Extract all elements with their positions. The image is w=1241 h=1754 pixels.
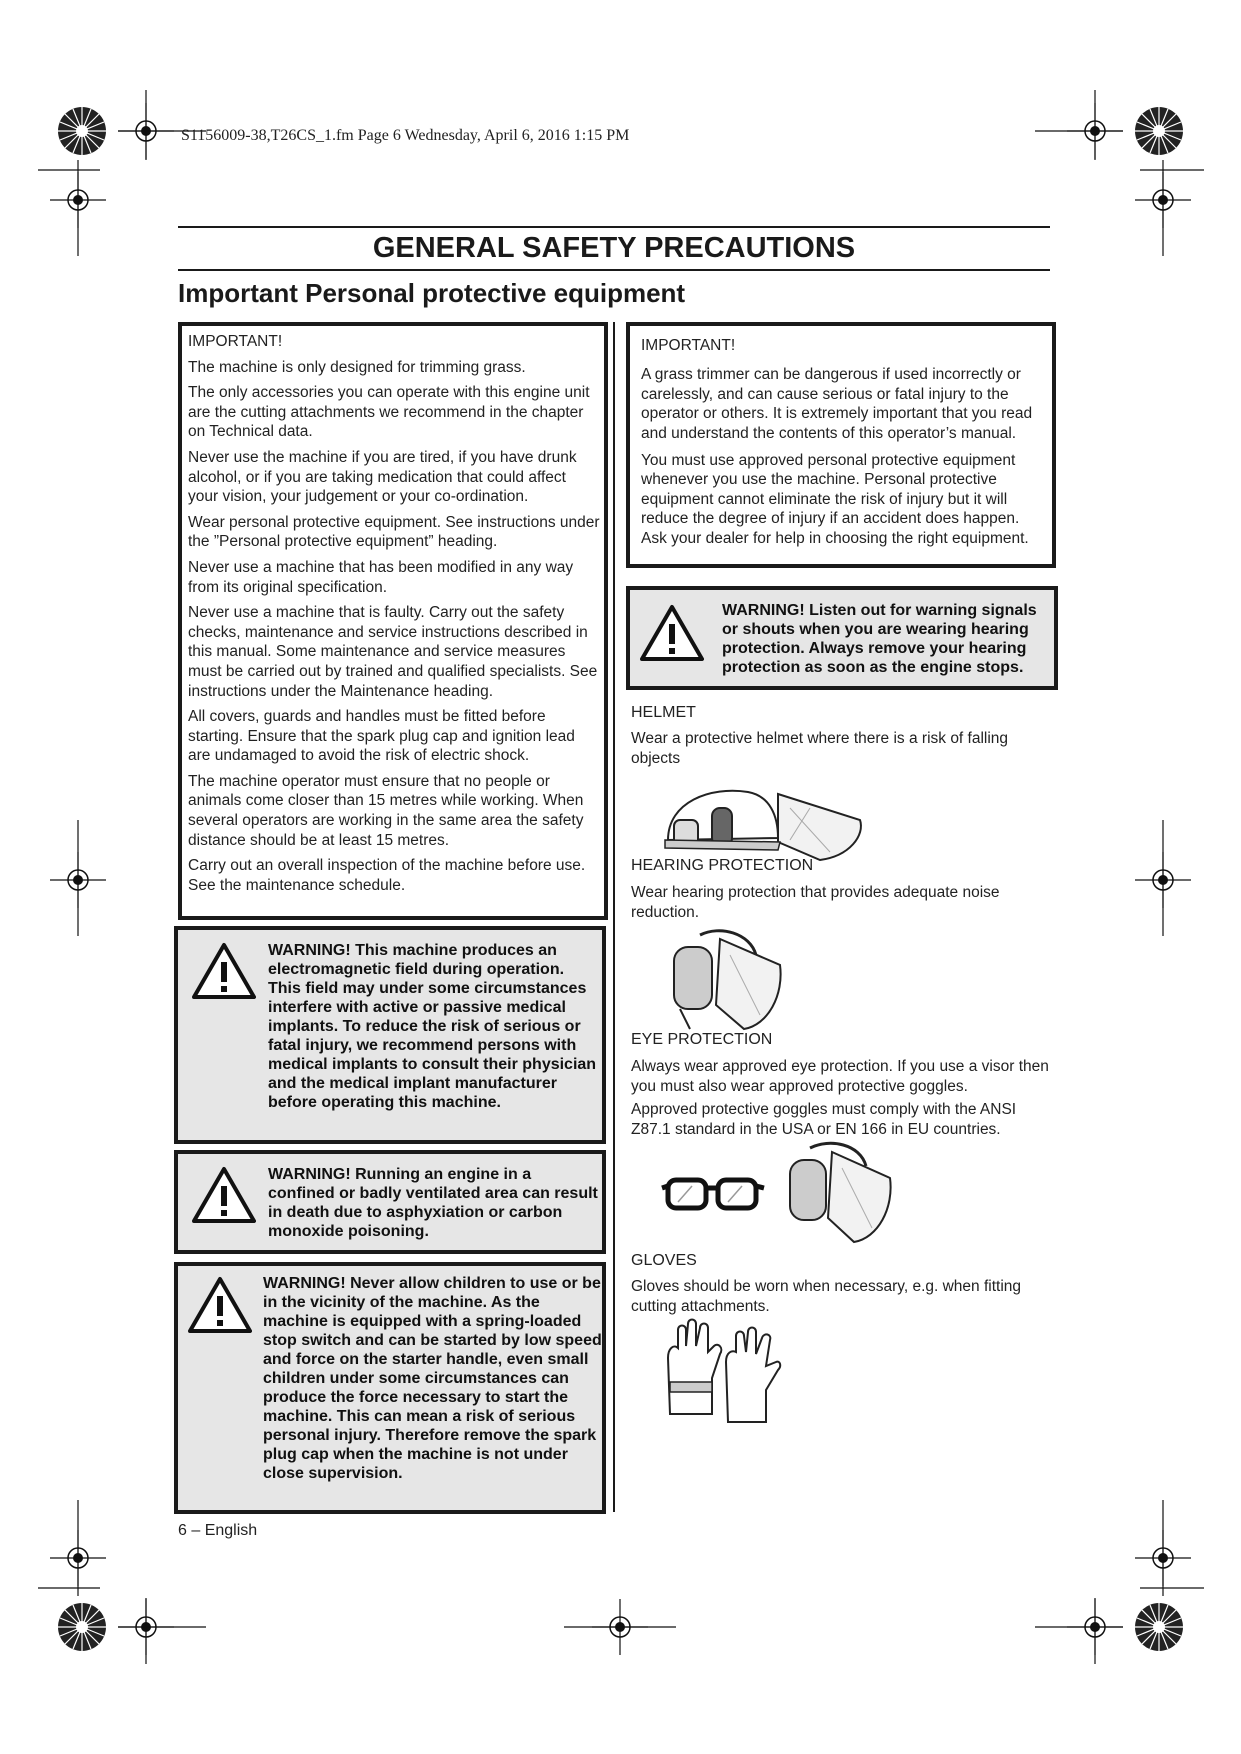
left-important-box <box>178 322 608 920</box>
important-paragraph: Wear personal protective equipment. See instructions under the ”Personal protective equipment” heading. <box>188 513 600 551</box>
ear-muffs-illustration-icon <box>660 925 790 1035</box>
eye-protection-paragraph: Always wear approved eye protection. If you use a visor then you must also wear approved protective goggles. <box>631 1058 1049 1095</box>
visor-illustration-icon <box>780 1138 900 1248</box>
important-paragraph: The machine operator must ensure that no people or animals come closer than 15 metres while working. When several operators are working in the same area the safety distance should be at least 15 metres. <box>188 772 584 849</box>
file-info-header: S1156009-38,T26CS_1.fm Page 6 Wednesday, April 6, 2016 1:15 PM <box>181 127 630 144</box>
important-heading: IMPORTANT! <box>641 337 736 354</box>
hearing-protection-text: Wear hearing protection that provides adequate noise reduction. <box>631 884 1000 921</box>
important-paragraph: All covers, guards and handles must be fitted before starting. Ensure that the spark plug cap and ignition lead are undamaged to avoid the risk of electric shock. <box>188 708 575 765</box>
helmet-text: Wear a protective helmet where there is a risk of falling objects <box>631 730 1009 767</box>
warning-triangle-icon <box>192 942 256 1000</box>
warning-triangle-icon <box>192 1166 256 1224</box>
warning-triangle-icon <box>188 1276 252 1334</box>
title-bottom-rule <box>178 269 1050 271</box>
page-title: GENERAL SAFETY PRECAUTIONS <box>372 232 856 264</box>
warning-text: WARNING! This machine produces an electromagnetic field during operation. This field may under some circumstances interfere with active or passive medical implants. To reduce the risk of serious or fatal injury, we recommend persons with medical implants to consult their physician and the medical implant manufacturer before operating this machine. <box>268 942 597 1111</box>
important-paragraph: Never use a machine that is faulty. Carry out the safety checks, maintenance and service instructions described in this manual. Some maintenance and service measures must be carried out by trained and qualified specialists. See instructions under the Maintenance heading. <box>188 604 598 700</box>
column-divider <box>613 322 615 1512</box>
eye-protection-heading: EYE PROTECTION <box>631 1031 773 1048</box>
goggles-illustration-icon <box>660 1172 770 1212</box>
important-heading: IMPORTANT! <box>188 333 283 350</box>
warning-text: WARNING! Never allow children to use or be in the vicinity of the machine. As the machine is equipped with a spring-loaded stop switch and can be started by low speed and force on the starter handle, even small children under some circumstances can produce the force necessary to start the machine. This can mean a risk of serious personal injury. Therefore remove the spark plug cap when the machine is not under close supervision. <box>263 1275 602 1482</box>
warning-box-children <box>174 1262 606 1514</box>
gloves-text: Gloves should be worn when necessary, e.g. when fitting cutting attachments. <box>631 1278 1022 1315</box>
title-top-rule <box>178 226 1050 228</box>
right-important-box <box>626 322 1056 568</box>
warning-text: WARNING! Listen out for warning signals or shouts when you are wearing hearing protection. Always remove your hearing protection as soon as the engine stops. <box>722 602 1037 676</box>
warning-box-hearing <box>626 586 1058 690</box>
important-paragraph: You must use approved personal protective equipment whenever you use the machine. Personal protective equipment cannot eliminate the risk of injury but it will reduce the degree of injury if an accident does happen. Ask your dealer for help in choosing the right equipment. <box>641 452 1029 547</box>
warning-triangle-icon <box>640 604 704 662</box>
important-paragraph: The machine is only designed for trimming grass. <box>188 358 526 376</box>
page-footer: 6 – English <box>178 1522 258 1539</box>
warning-text: WARNING! Running an engine in a confined or badly ventilated area can result in death due to asphyxiation or carbon monoxide poisoning. <box>268 1166 598 1240</box>
eye-protection-paragraph: Approved protective goggles must comply with the ANSI Z87.1 standard in the USA or EN 166 in EU countries. <box>631 1101 1017 1138</box>
important-paragraph: A grass trimmer can be dangerous if used incorrectly or carelessly, and can cause serious or fatal injury to the operator or others. It is extremely important that you read and understand the contents of this operator’s manual. <box>641 366 1033 442</box>
important-paragraph: The only accessories you can operate with this engine unit are the cutting attachments we recommend in the chapter on Technical data. <box>188 384 590 441</box>
helmet-illustration-icon <box>660 780 870 862</box>
helmet-heading: HELMET <box>631 704 696 721</box>
hearing-protection-heading: HEARING PROTECTION <box>631 857 814 874</box>
warning-box-ventilation <box>174 1150 606 1254</box>
important-paragraph: Never use a machine that has been modified in any way from its original specification. <box>188 558 574 596</box>
section-subtitle: Important Personal protective equipment <box>178 278 686 308</box>
gloves-illustration-icon <box>662 1318 782 1428</box>
gloves-heading: GLOVES <box>631 1252 697 1269</box>
warning-box-electromagnetic <box>174 926 606 1144</box>
eye-protection-text <box>631 1057 1051 1143</box>
important-paragraph: Carry out an overall inspection of the machine before use. See the maintenance schedule. <box>188 857 586 894</box>
important-paragraph: Never use the machine if you are tired, if you have drunk alcohol, or if you are taking medication that could affect your vision, your judgement or your co-ordination. <box>188 448 577 506</box>
